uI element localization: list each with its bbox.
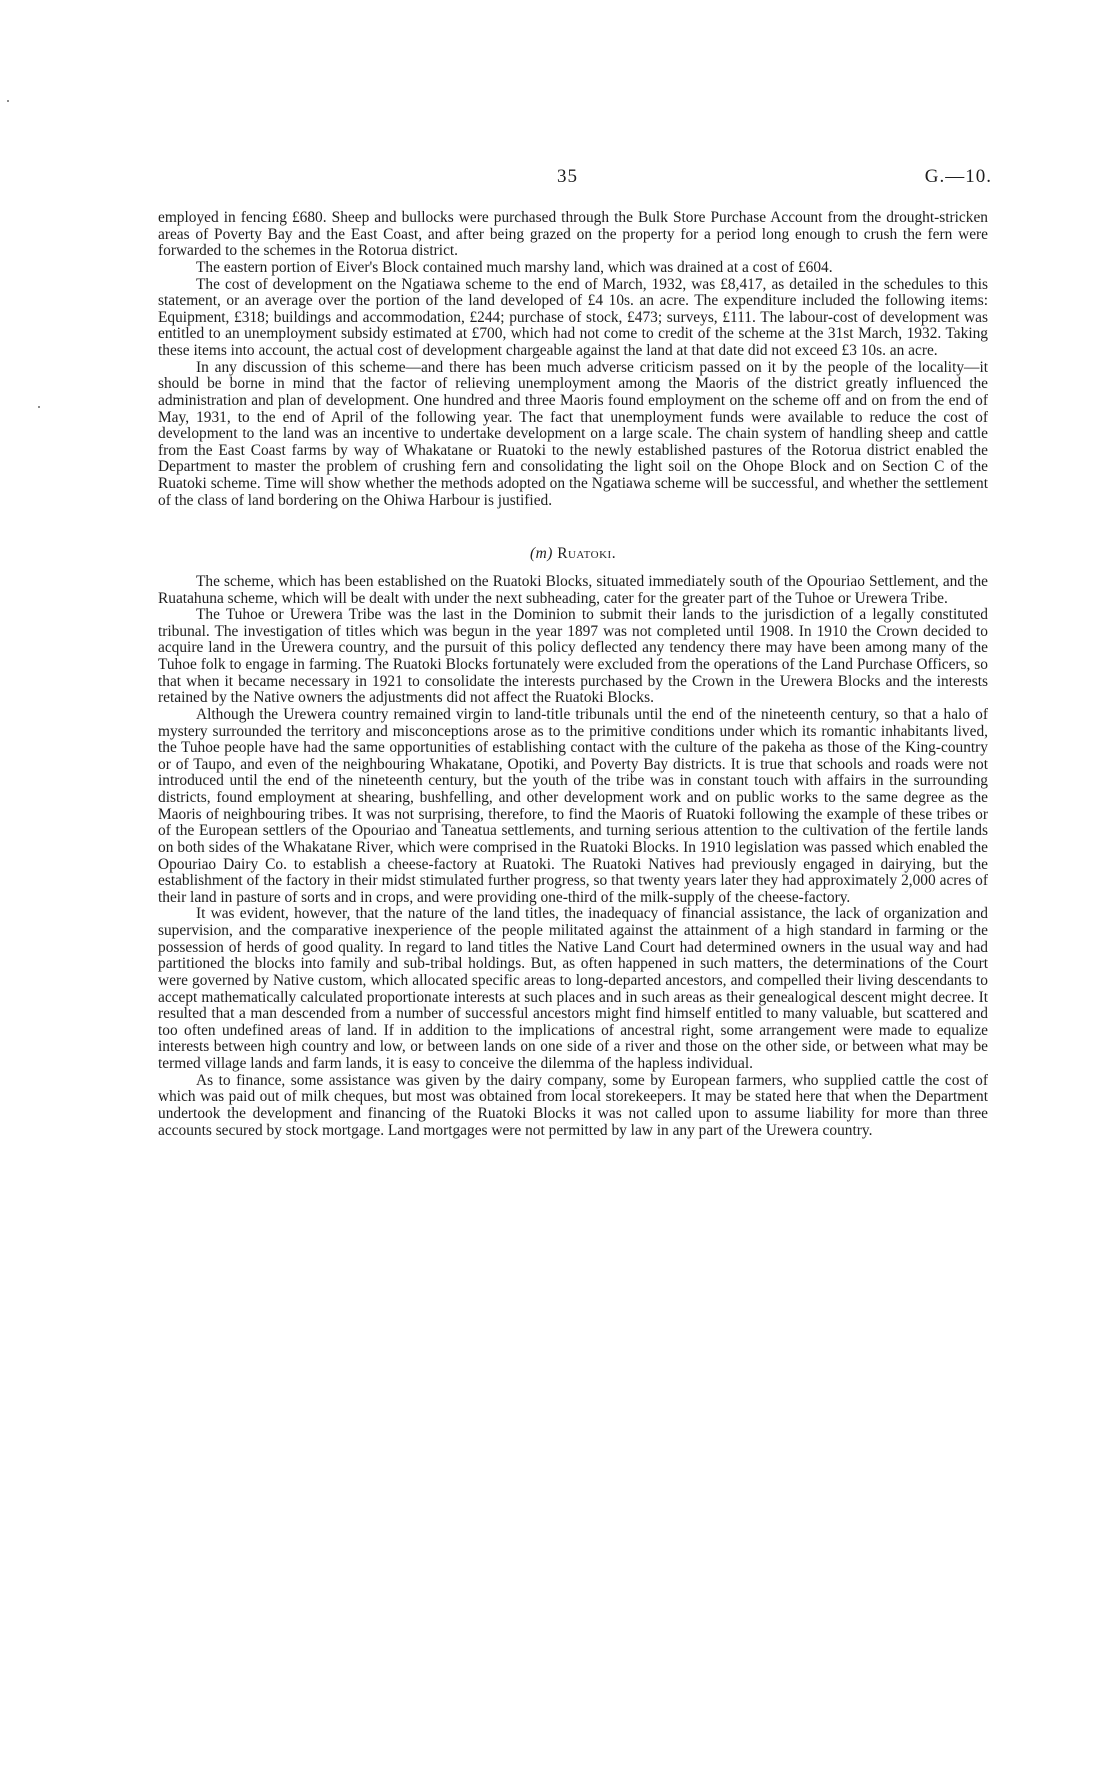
scan-speck	[38, 406, 40, 408]
document-reference: G.—10.	[924, 166, 992, 187]
section-title: Ruatoki.	[557, 545, 617, 563]
paragraph: The eastern portion of Eiver's Block contained much marshy land, which was drained at a cost of £604.	[196, 258, 833, 276]
paragraph: As to finance, some assistance was given by the dairy company, some by European farmers, who supplied cattle the cost of which was paid out of milk cheques, but most was obtained from local storekeepers. It may be stated here that when the Department undertook the development and financing of the Ruatoki Blocks it was not called upon to assume liability for more than three accounts secured by stock mortgage. Land mortgages were not permitted by law in any part of the Urewera country.	[158, 1071, 988, 1139]
section-heading	[158, 546, 988, 563]
paragraph: The cost of development on the Ngatiawa scheme to the end of March, 1932, was £8,417, as detailed in the schedules to this statement, or an average over the portion of the land developed of £4 10s. an acre. The expenditure included the following items: Equipment, £318; buildings and accommodation, £244; purchase of stock, £473; surveys, £111. The labour-cost of development was entitled to an unemployment subsidy estimated at £700, which had not come to credit of the scheme at the 31st March, 1932. Taking these items into account, the actual cost of development chargeable against the land at that date did not exceed £3 10s. an acre.	[158, 275, 988, 359]
page-header	[0, 166, 1114, 190]
scan-speck	[7, 100, 9, 102]
paragraph: In any discussion of this scheme—and there has been much adverse criticism passed on it by the people of the locality—it should be borne in mind that the factor of relieving unemployment among the Maoris of the district greatly influenced the administration and plan of development. One hundred and three Maoris found employment on the scheme off and on from the end of May, 1931, to the end of April of the following year. The fact that unemployment funds were available to reduce the cost of development to the land was an incentive to undertake development on a large scale. The chain system of handling sheep and cattle from the East Coast farms by way of Whakatane or Ruatoki to the newly established pastures of the Rotorua district enabled the Department to master the problem of crushing fern and consolidating the light soil on the Ohope Block and on Section C of the Ruatoki scheme. Time will show whether the methods adopted on the Ngatiawa scheme will be successful, and whether the settlement of the class of land bordering on the Ohiwa Harbour is justified.	[158, 358, 988, 509]
page-number: 35	[557, 166, 578, 187]
body-text	[158, 210, 988, 1139]
paragraph: It was evident, however, that the nature of the land titles, the inadequacy of financial assistance, the lack of organization and supervision, and the comparative inexperience of the people militated against the attainment of a high standard in farming or the possession of herds of good quality. In regard to land titles the Native Land Court had determined owners in the usual way and had partitioned the blocks into family and sub-tribal holdings. But, as often happened in such matters, the determinations of the Court were governed by Native custom, which allocated specific areas to long-departed ancestors, and compelled their living descendants to accept mathematically calculated proportionate interests at such places and in such areas as their genealogical descent might decree. It resulted that a man descended from a number of successful ancestors might find himself entitled to many valuable, but scattered and too often undefined areas of land. If in addition to the implications of ancestral right, some arrangement were made to equalize interests between high country and low, or between lands on one side of a river and those on the other side, or between what may be termed village lands and farm lands, it is easy to conceive the dilemma of the hapless individual.	[158, 905, 988, 1072]
paragraph: The scheme, which has been established on the Ruatoki Blocks, situated immediately south of the Opouriao Settlement, and the Ruatahuna scheme, which will be dealt with under the next subheading, cater for the greater part of the Tuhoe or Urewera Tribe.	[158, 572, 988, 607]
paragraph: Although the Urewera country remained virgin to land-title tribunals until the end of the nineteenth century, so that a halo of mystery surrounded the territory and misconceptions arose as to the primitive conditions under which its romantic inhabitants lived, the Tuhoe people have had the same opportunities of establishing contact with the culture of the pakeha as those of the King-country or of Taupo, and even of the neighbouring Whakatane, Opotiki, and Poverty Bay districts. It is true that schools and roads were not introduced until the end of the nineteenth century, but the youth of the tribe was in constant touch with affairs in the surrounding districts, found employment at shearing, bushfelling, and other development work and on public works to the same degree as the Maoris of neighbouring tribes. It was not surprising, therefore, to find the Maoris of Ruatoki following the example of these tribes or of the European settlers of the Opouriao and Taneatua settlements, and turning serious attention to the cultivation of the fertile lands on both sides of the Whakatane River, which were comprised in the Ruatoki Blocks. In 1910 legislation was passed which enabled the Opouriao Dairy Co. to establish a cheese-factory at Ruatoki. The Ruatoki Natives had previously engaged in dairying, but the establishment of the factory in their midst stimulated further progress, so that twenty years later they had approximately 2,000 acres of their land in pasture of sorts and in crops, and were providing one-third of the milk-supply of the cheese-factory.	[158, 705, 988, 906]
section-marker: (m)	[529, 545, 553, 563]
paragraph: The Tuhoe or Urewera Tribe was the last in the Dominion to submit their lands to the jurisdiction of a legally constituted tribunal. The investigation of titles which was begun in the year 1897 was not completed until 1908. In 1910 the Crown decided to acquire land in the Urewera country, and the pursuit of this policy deflected any tendency there may have been among many of the Tuhoe folk to engage in farming. The Ruatoki Blocks fortunately were excluded from the operations of the Land Purchase Officers, so that when it became necessary in 1921 to consolidate the interests purchased by the Crown in the Urewera Blocks and the interests retained by the Native owners the adjustments did not affect the Ruatoki Blocks.	[158, 606, 988, 707]
paragraph: employed in fencing £680. Sheep and bullocks were purchased through the Bulk Store Purchase Account from the drought-stricken areas of Poverty Bay and the East Coast, and after being grazed on the property for a period long enough to crush the fern were forwarded to the schemes in the Rotorua district.	[158, 209, 988, 260]
